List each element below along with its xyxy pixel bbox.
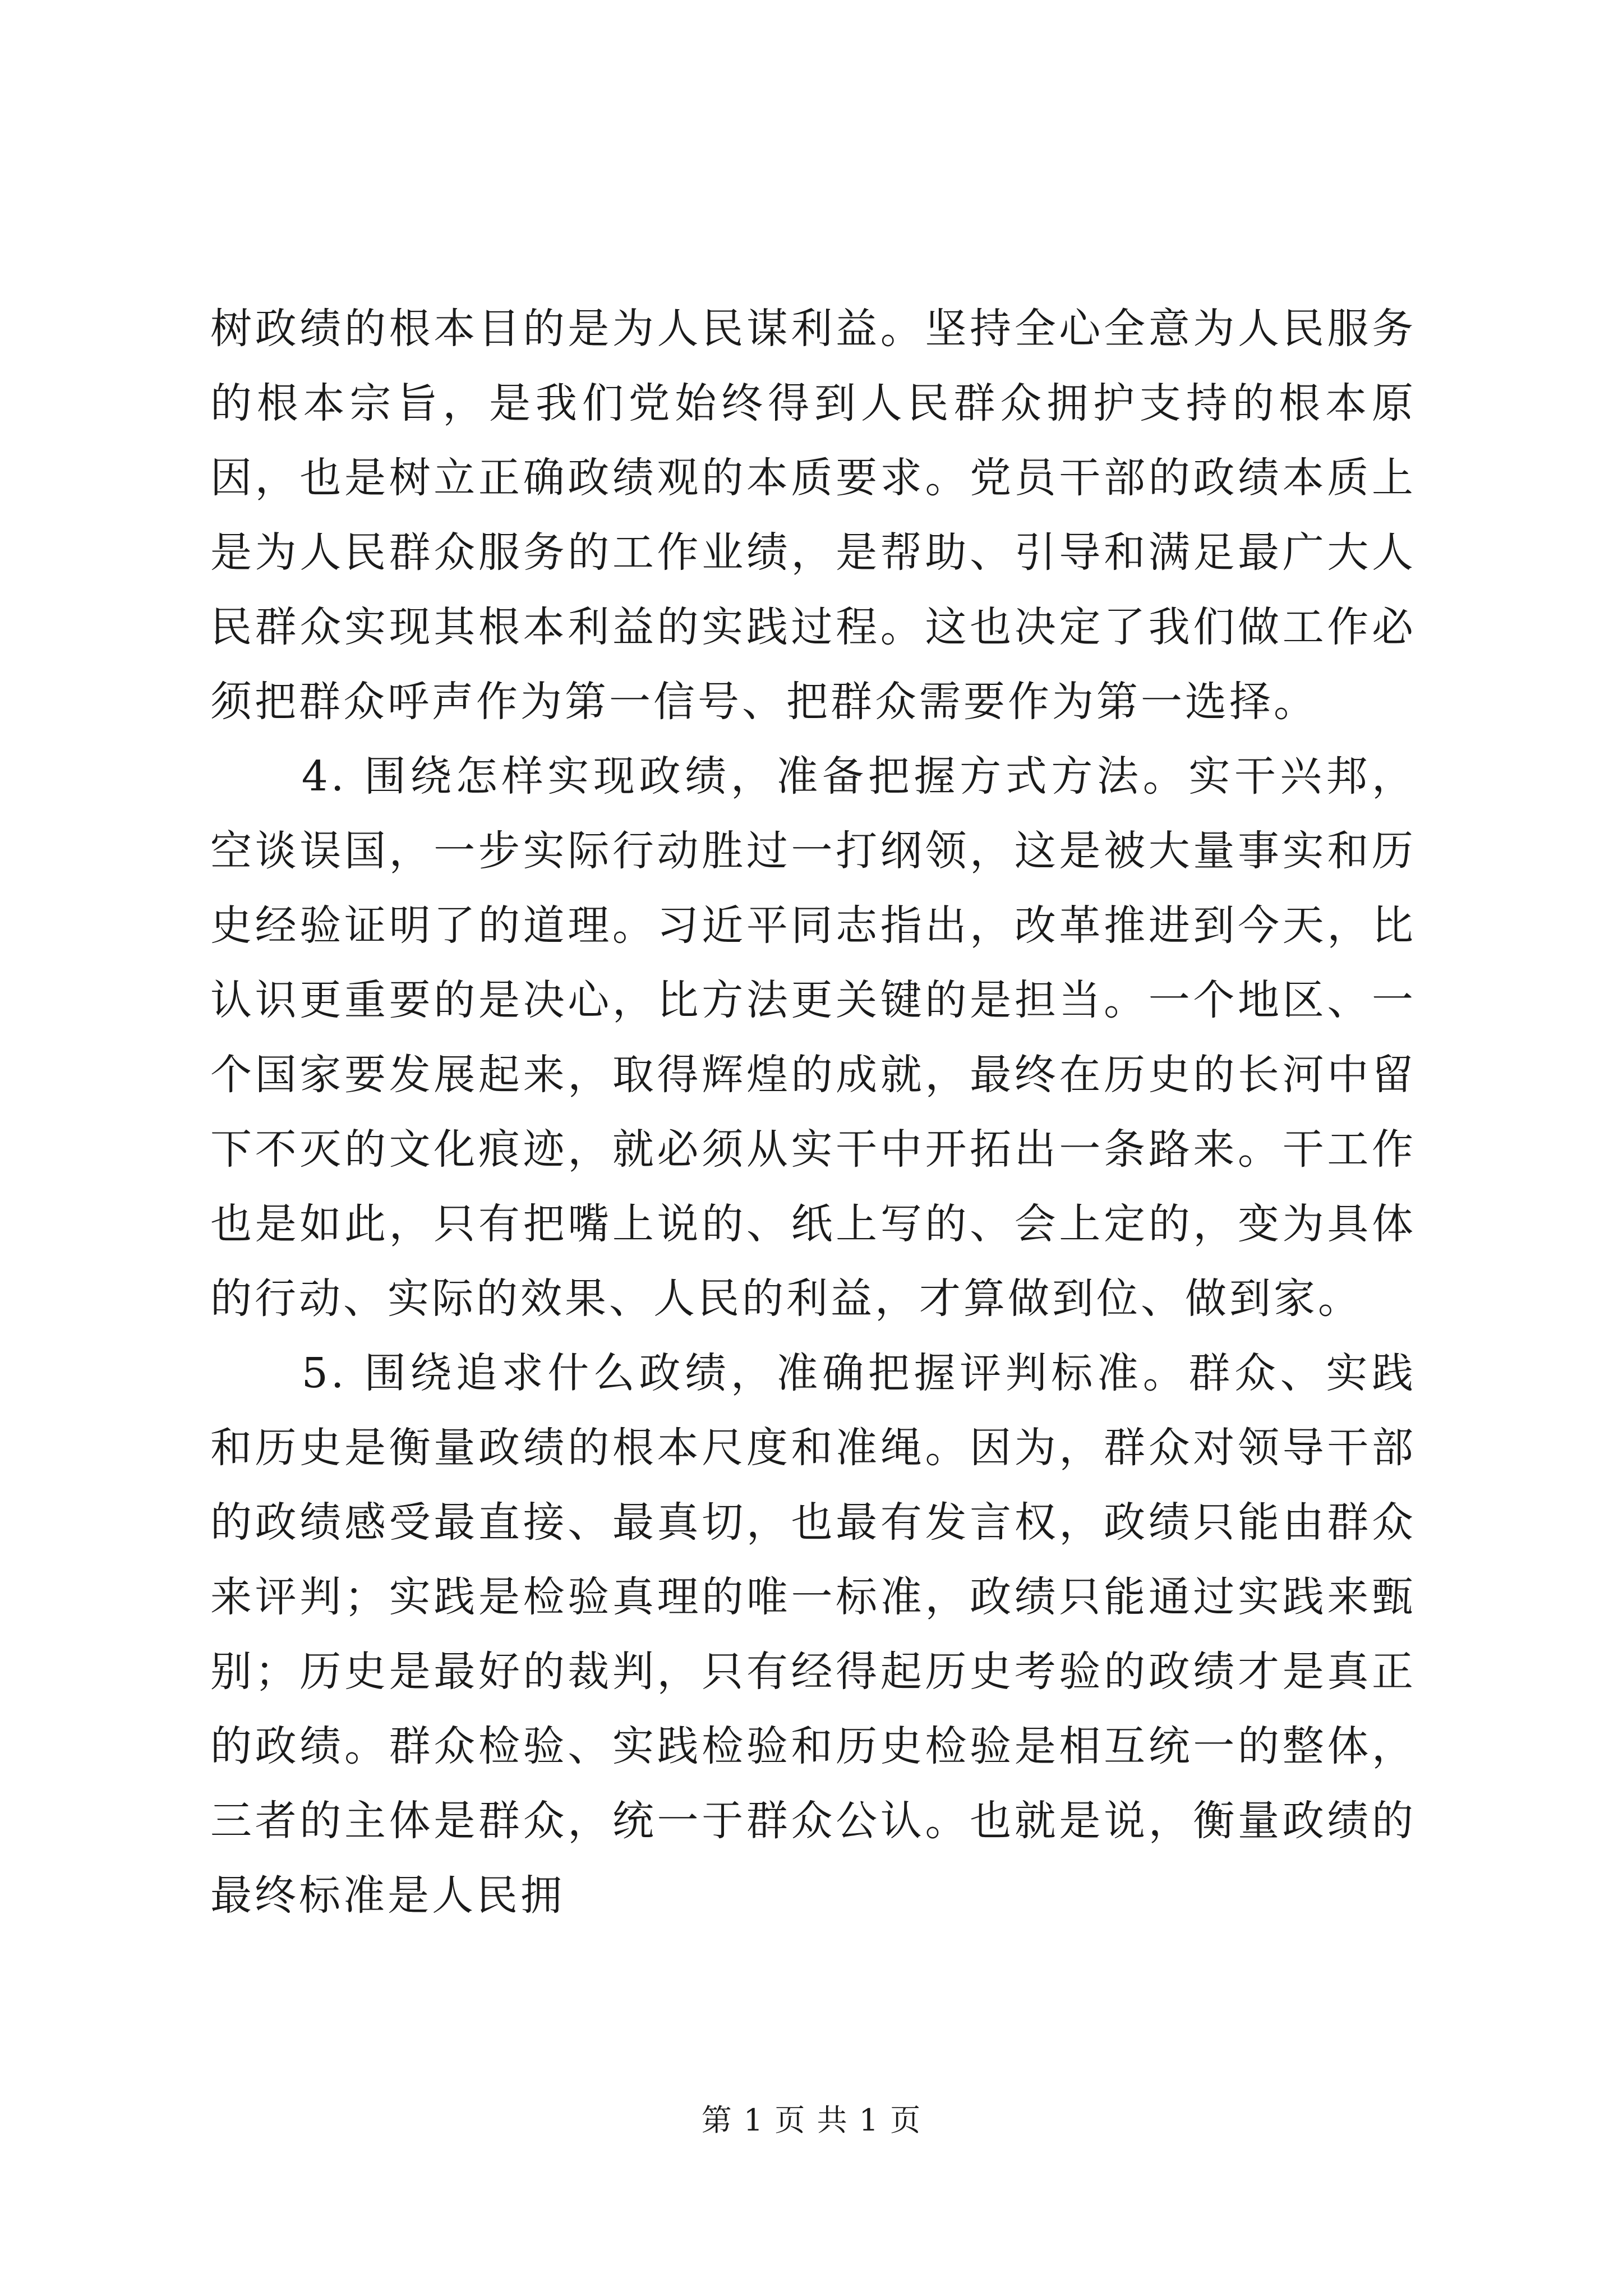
paragraph-continued: 树政绩的根本目的是为人民谋利益。坚持全心全意为人民服务的根本宗旨，是我们党始终得到人民群众拥护支持的根本原因，也是树立正确政绩观的本质要求。党员干部的政绩本质上是为人民群众服务的工作业绩，是帮助、引导和满足最广大人民群众实现其根本利益的实践过程。这也决定了我们做工作必须把群众呼声作为第一信号、把群众需要作为第一选择。 (210, 305, 1416, 726)
paragraph-5: 5. 围绕追求什么政绩，准确把握评判标准。群众、实践和历史是衡量政绩的根本尺度和准绳。因为，群众对领导干部的政绩感受最直接、最真切，也最有发言权，政绩只能由群众来评判；实践是检验真理的唯一标准，政绩只能通过实践来甄别；历史是最好的裁判，只有经得起历史考验的政绩才是真正的政绩。群众检验、实践检验和历史检验是相互统一的整体，三者的主体是群众，统一于群众公认。也就是说，衡量政绩的最终标准是人民拥 (210, 1349, 1416, 1920)
paragraph-4: 4. 围绕怎样实现政绩，准备把握方式方法。实干兴邦，空谈误国，一步实际行动胜过一打纲领，这是被大量事实和历史经验证明了的道理。习近平同志指出，改革推进到今天，比认识更重要的是决心，比方法更关键的是担当。一个地区、一个国家要发展起来，取得辉煌的成就，最终在历史的长河中留下不灭的文化痕迹，就必须从实干中开拓出一条路来。干工作也是如此，只有把嘴上说的、纸上写的、会上定的，变为具体的行动、实际的效果、人民的利益，才算做到位、做到家。 (210, 752, 1416, 1323)
document-body (210, 292, 1416, 1933)
page-footer: 第 1 页 共 1 页 (701, 2102, 922, 2138)
